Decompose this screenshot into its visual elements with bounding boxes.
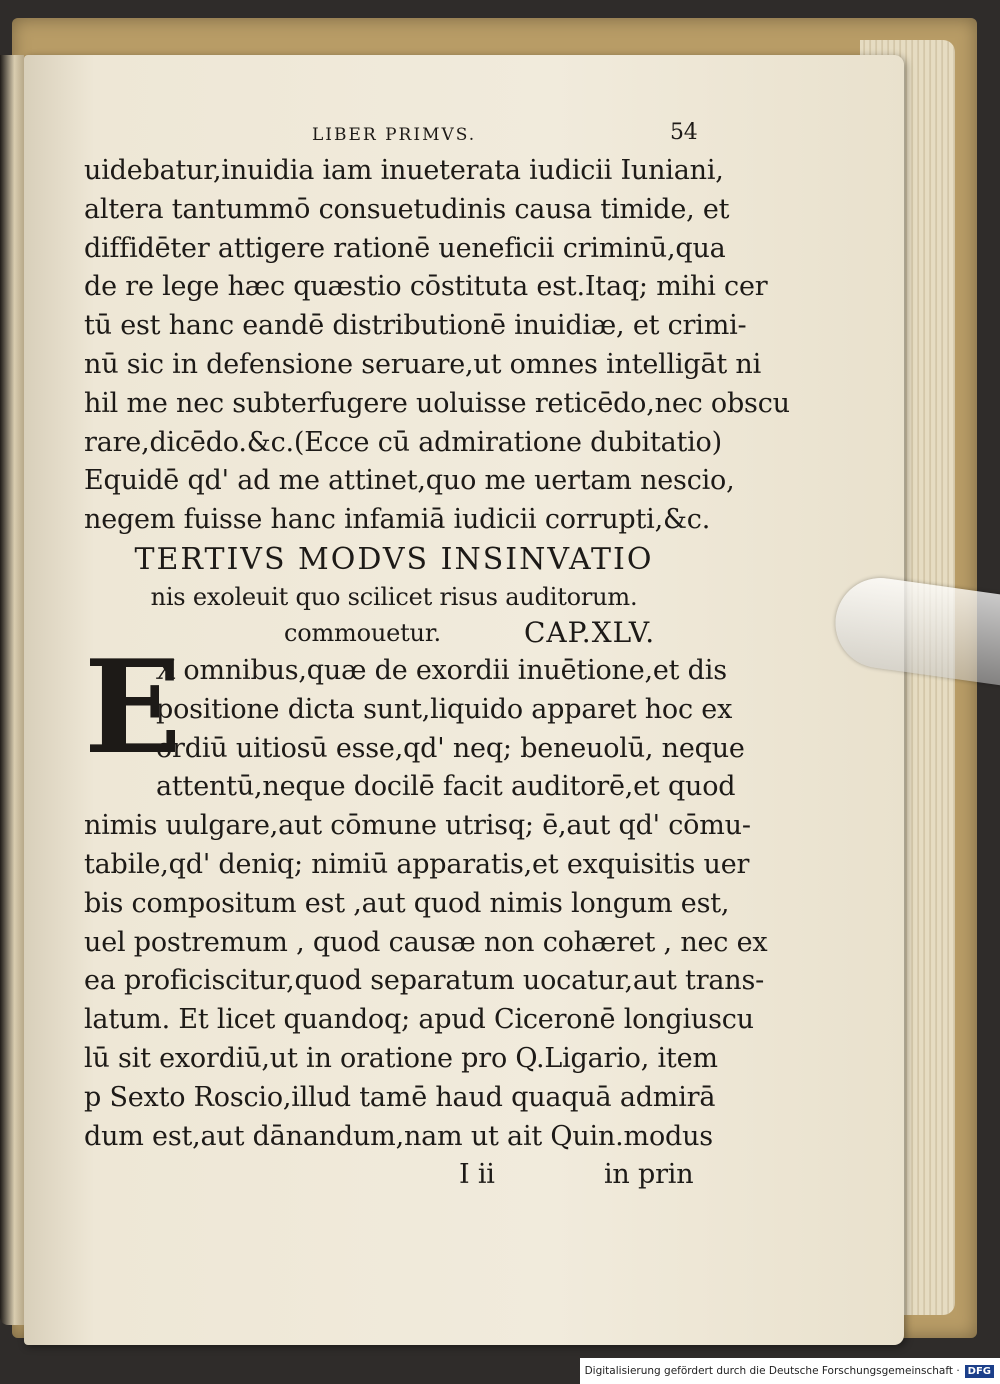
drop-cap: E	[84, 632, 182, 783]
text-line: hil me nec subterfugere uoluisse reticēdo,nec obscu	[84, 387, 790, 419]
chapter-subheading: nis exoleuit quo scilicet risus auditorum.	[150, 582, 638, 611]
text-line: diffidēter attigere rationē ueneficii criminū,qua	[84, 232, 726, 264]
chapter-heading: TERTIVS MODVS INSINVATIO	[134, 541, 654, 577]
chapter-subheading-end: commouetur.	[284, 618, 441, 647]
dfg-logo: DFG	[965, 1365, 994, 1378]
text-line: tū est hanc eandē distributionē inuidiæ, et crimi-	[84, 310, 747, 342]
text-line: p Sexto Roscio,illud tamē haud quaquā admirā	[84, 1081, 716, 1113]
chapter-number: CAP.XLV.	[524, 615, 656, 649]
text-line: tabile,qd' deniq; nimiū apparatis,et exquisitis uer	[84, 848, 750, 880]
text-line: dum est,aut dānandum,nam ut ait Quin.modus	[84, 1120, 713, 1152]
digitization-footer	[580, 1358, 1000, 1384]
text-line: ea proficiscitur,quod separatum uocatur,aut trans-	[84, 965, 765, 997]
page-header	[84, 112, 704, 152]
running-head: LIBER PRIMVS.	[312, 125, 477, 145]
catchword: in prin	[604, 1159, 694, 1191]
text-line: negem fuisse hanc infamiā iudicii corrupti,&c.	[84, 504, 711, 536]
page-footer-line	[84, 1156, 704, 1194]
text-line: nū sic in defensione seruare,ut omnes intelligāt ni	[84, 348, 762, 380]
text-line: nimis uulgare,aut cōmune utrisq; ē,aut qd' cōmu-	[84, 810, 751, 842]
text-line: X omnibus,quæ de exordii inuētione,et dis	[156, 654, 727, 686]
text-line: lū sit exordiū,ut in oratione pro Q.Ligario, item	[84, 1042, 718, 1074]
text-line: uel postremum , quod causæ non cohæret , nec ex	[84, 926, 768, 958]
footer-text: Digitalisierung gefördert durch die Deutsche Forschungsgemeinschaft ·	[584, 1365, 960, 1377]
text-line: attentū,neque docilē facit auditorē,et quod	[156, 771, 736, 803]
facing-page-edge	[0, 55, 24, 1325]
text-line: de re lege hæc quæstio cōstituta est.Itaq; mihi cer	[84, 271, 768, 303]
signature-mark: I ii	[459, 1159, 495, 1191]
text-line: altera tantummō consuetudinis causa timide, et	[84, 193, 730, 225]
page-text	[84, 112, 790, 1194]
text-line: latum. Et licet quandoq; apud Ciceronē longiuscu	[84, 1004, 754, 1036]
text-line: Equidē qd' ad me attinet,quo me uertam nescio,	[84, 465, 735, 497]
text-line: rare,dicēdo.&c.(Ecce cū admiratione dubitatio)	[84, 426, 722, 458]
page-number: 54	[670, 120, 698, 145]
text-line: uidebatur,inuidia iam inueterata iudicii Iuniani,	[84, 155, 724, 186]
text-line: ordiū uitiosū esse,qd' neq; beneuolū, neque	[156, 732, 745, 764]
text-line: positione dicta sunt,liquido apparet hoc ex	[156, 693, 733, 725]
text-line: bis compositum est ,aut quod nimis longum est,	[84, 887, 730, 919]
